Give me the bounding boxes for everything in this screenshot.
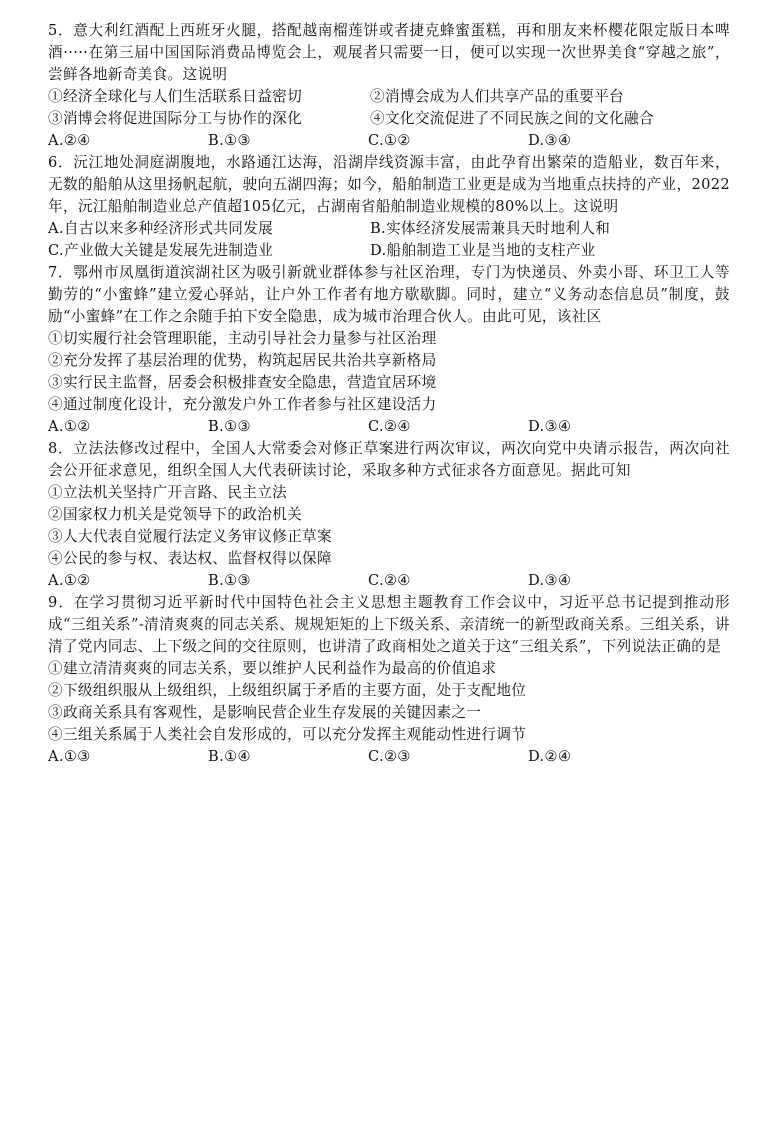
option-b: B.①③ [208,132,251,149]
option-d: D.②④ [528,748,572,765]
option-b: B.①③ [208,572,251,589]
answer-options [48,416,730,438]
question-stem: 7．鄂州市凤凰街道滨湖社区为吸引新就业群体参与社区治理，专门为快递员、外卖小哥、环卫工人等勤劳的“小蜜蜂”建立爱心驿站，让户外工作者有地方歇歇脚。同时，建立“义务动态信息员”制度，鼓励“小蜜蜂”在工作之余随手拍下安全隐患，成为城市治理合伙人。由此可见，该社区 [48,264,730,325]
exam-page [48,20,730,768]
option-c: C.②④ [368,572,411,589]
statement-item: ③政商关系具有客观性，是影响民营企业生存发展的关键因素之一 [48,704,482,721]
question-8 [48,438,730,592]
option-a: A.自古以来多种经济形式共同发展 [48,220,274,237]
option-d: D.③④ [528,132,572,149]
question-stem: 5．意大利红酒配上西班牙火腿，搭配越南榴莲饼或者捷克蜂蜜蛋糕，再和朋友来杯樱花限定版日本啤酒·····在第三届中国国际消费品博览会上，观展者只需要一日，便可以实现一次世界美食“穿越之旅”，尝鲜各地新奇美食。这说明 [48,22,730,83]
question-5 [48,20,730,152]
question-9 [48,592,730,768]
statement-item: ③消博会将促进国际分工与协作的深化 [48,110,303,127]
question-stem: 8．立法法修改过程中，全国人大常委会对修正草案进行两次审议，两次向党中央请示报告，两次向社会公开征求意见，组织全国人大代表研读讨论，采取多种方式征求各方面意见。据此可知 [48,440,730,479]
statement-item: ④三组关系属于人类社会自发形成的，可以充分发挥主观能动性进行调节 [48,726,527,743]
option-c: C.②④ [368,418,411,435]
option-b: B.实体经济发展需兼具天时地利人和 [370,220,611,237]
statement-item: ④文化交流促进了不同民族之间的文化融合 [370,110,654,127]
answer-options [48,570,730,592]
statement-item: ①切实履行社会管理职能，主动引导社会力量参与社区治理 [48,330,437,347]
option-d: D.③④ [528,418,572,435]
question-6 [48,152,730,262]
option-a: A.①③ [48,748,91,765]
option-a: A.①② [48,572,91,589]
option-a: A.①② [48,418,91,435]
question-7 [48,262,730,438]
option-a: A.②④ [48,132,91,149]
option-d: D.③④ [528,572,572,589]
question-stem: 6．沅江地处洞庭湖腹地，水路通江达海，沿湖岸线资源丰富，由此孕育出繁荣的造船业，数百年来，无数的船舶从这里扬帆起航，驶向五湖四海；如今，船舶制造工业更是成为当地重点扶持的产业，2022年，沅江船舶制造业总产值超105亿元，占湖南省船舶制造业规模的80%以上。这说明 [48,154,730,215]
option-b: B.①③ [208,418,251,435]
option-c: C.②③ [368,748,411,765]
option-c: C.①② [368,132,411,149]
statement-item: ①立法机关坚持广开言路、民主立法 [48,484,288,501]
statement-item: ③实行民主监督，居委会积极排查安全隐患，营造宜居环境 [48,374,437,391]
statement-item: ②消博会成为人们共享产品的重要平台 [370,88,625,105]
statement-row [48,108,730,130]
statement-item: ②下级组织服从上级组织，上级组织属于矛盾的主要方面，处于支配地位 [48,682,527,699]
option-d: D.船舶制造工业是当地的支柱产业 [370,242,596,259]
statement-item: ④公民的参与权、表达权、监督权得以保障 [48,550,332,567]
statement-item: ②国家权力机关是党领导下的政治机关 [48,506,303,523]
answer-options [48,218,730,240]
question-stem: 9．在学习贯彻习近平新时代中国特色社会主义思想主题教育工作会议中，习近平总书记提到推动形成“三组关系”-清清爽爽的同志关系、规规矩矩的上下级关系、亲清统一的新型政商关系。三组关系，讲清了党内同志、上下级之间的交往原则，也讲清了政商相处之道关于这“三组关系”，下列说法正确的是 [48,594,730,655]
option-c: C.产业做大关键是发展先进制造业 [48,242,274,259]
answer-options [48,240,730,262]
option-b: B.①④ [208,748,251,765]
statement-item: ①经济全球化与人们生活联系日益密切 [48,88,303,105]
statement-row [48,86,730,108]
statement-item: ③人大代表自觉履行法定义务审议修正草案 [48,528,332,545]
statement-item: ④通过制度化设计，充分激发户外工作者参与社区建设活力 [48,396,437,413]
statement-item: ②充分发挥了基层治理的优势，构筑起居民共治共享新格局 [48,352,437,369]
answer-options [48,746,730,768]
answer-options [48,130,730,152]
statement-item: ①建立清清爽爽的同志关系，要以维护人民利益作为最高的价值追求 [48,660,497,677]
